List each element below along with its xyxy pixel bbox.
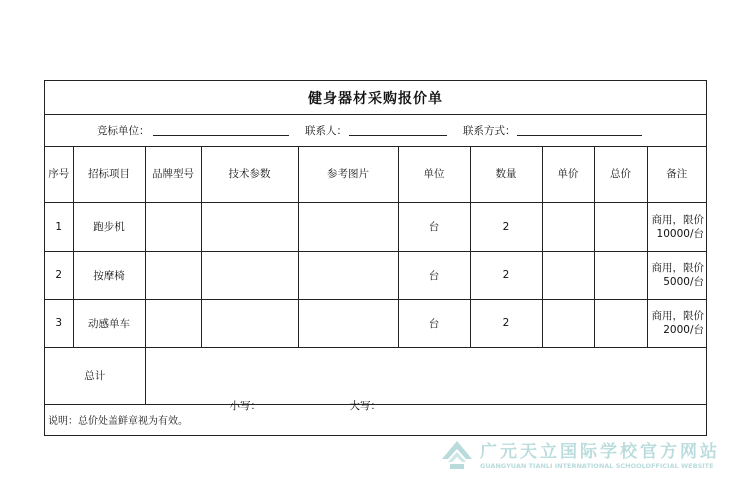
total-price-cell[interactable] (594, 202, 647, 251)
header-cell: 单价 (542, 146, 594, 202)
remark-line: 10000/台 (656, 227, 704, 240)
total-label: 总计 (45, 347, 145, 404)
contact-method-label: 联系方式： (463, 125, 516, 137)
row-number: 1 (45, 202, 73, 251)
tech-spec-cell[interactable] (201, 202, 298, 251)
header-cell: 参考图片 (298, 146, 398, 202)
remark-line: 2000/台 (663, 324, 704, 336)
header-cell: 技术参数 (201, 146, 298, 202)
tech-spec-cell[interactable] (201, 251, 298, 299)
reference-image-cell[interactable] (298, 299, 398, 347)
quotation-table (45, 146, 706, 412)
unit-price-cell[interactable] (542, 251, 594, 299)
row-number: 2 (45, 251, 73, 299)
brand-model-cell[interactable] (145, 251, 201, 299)
header-cell: 招标项目 (73, 146, 145, 202)
brand-model-cell[interactable] (145, 202, 201, 251)
total-price-cell[interactable] (594, 251, 647, 299)
item-name: 跑步机 (73, 202, 145, 251)
quantity-cell: 2 (470, 299, 542, 347)
unit-cell: 台 (398, 202, 470, 251)
total-amount-cell (145, 347, 706, 412)
unit-cell: 台 (398, 299, 470, 347)
remark-cell (647, 299, 706, 347)
brand-model-cell[interactable] (145, 299, 201, 347)
quantity-cell: 2 (470, 251, 542, 299)
quotation-form (44, 80, 707, 436)
row-number: 3 (45, 299, 73, 347)
table-row (45, 202, 706, 251)
header-cell: 序号 (45, 146, 73, 202)
item-name: 动感单车 (73, 299, 145, 347)
contact-person-label: 联系人： (305, 125, 347, 137)
item-name: 按摩椅 (73, 251, 145, 299)
table-header-row (45, 146, 706, 202)
reference-image-cell[interactable] (298, 251, 398, 299)
remark-cell (647, 202, 706, 251)
contact-person-field[interactable] (349, 135, 447, 136)
remark-cell (647, 251, 706, 299)
form-title: 健身器材采购报价单 (45, 81, 706, 115)
unit-cell: 台 (398, 251, 470, 299)
header-cell: 备注 (647, 146, 706, 202)
tech-spec-cell[interactable] (201, 299, 298, 347)
bidder-label: 竞标单位： (97, 125, 150, 137)
header-cell: 总价 (594, 146, 647, 202)
table-row (45, 299, 706, 347)
contact-method-field[interactable] (517, 135, 642, 136)
remark-line: 商用，限价 (651, 262, 704, 274)
header-cell: 数量 (470, 146, 542, 202)
header-cell: 品牌型号 (145, 146, 201, 202)
reference-image-cell[interactable] (298, 202, 398, 251)
unit-price-cell[interactable] (542, 299, 594, 347)
remark-line: 5000/台 (663, 276, 704, 288)
remark-line: 商用，限价 (651, 310, 704, 322)
bidder-info-row (45, 114, 706, 147)
site-watermark (440, 437, 740, 475)
unit-price-cell[interactable] (542, 202, 594, 251)
school-logo-icon (440, 439, 474, 471)
lowercase-amount-label: 小写： (229, 399, 261, 412)
total-row (45, 347, 706, 404)
quantity-cell: 2 (470, 202, 542, 251)
total-price-cell[interactable] (594, 299, 647, 347)
watermark-english-text: GUANGYUAN TIANLI INTERNATIONAL SCHOOLOFFICIAL WEBSITE (480, 462, 714, 470)
header-cell: 单位 (398, 146, 470, 202)
table-row (45, 251, 706, 299)
remark-line: 商用，限价 (651, 213, 704, 226)
watermark-chinese-text: 广元天立国际学校官方网站 (480, 442, 720, 462)
uppercase-amount-label: 大写： (349, 399, 381, 412)
bidder-field[interactable] (153, 135, 289, 136)
footer-note: 说明：总价处盖鲜章视为有效。 (48, 415, 188, 427)
